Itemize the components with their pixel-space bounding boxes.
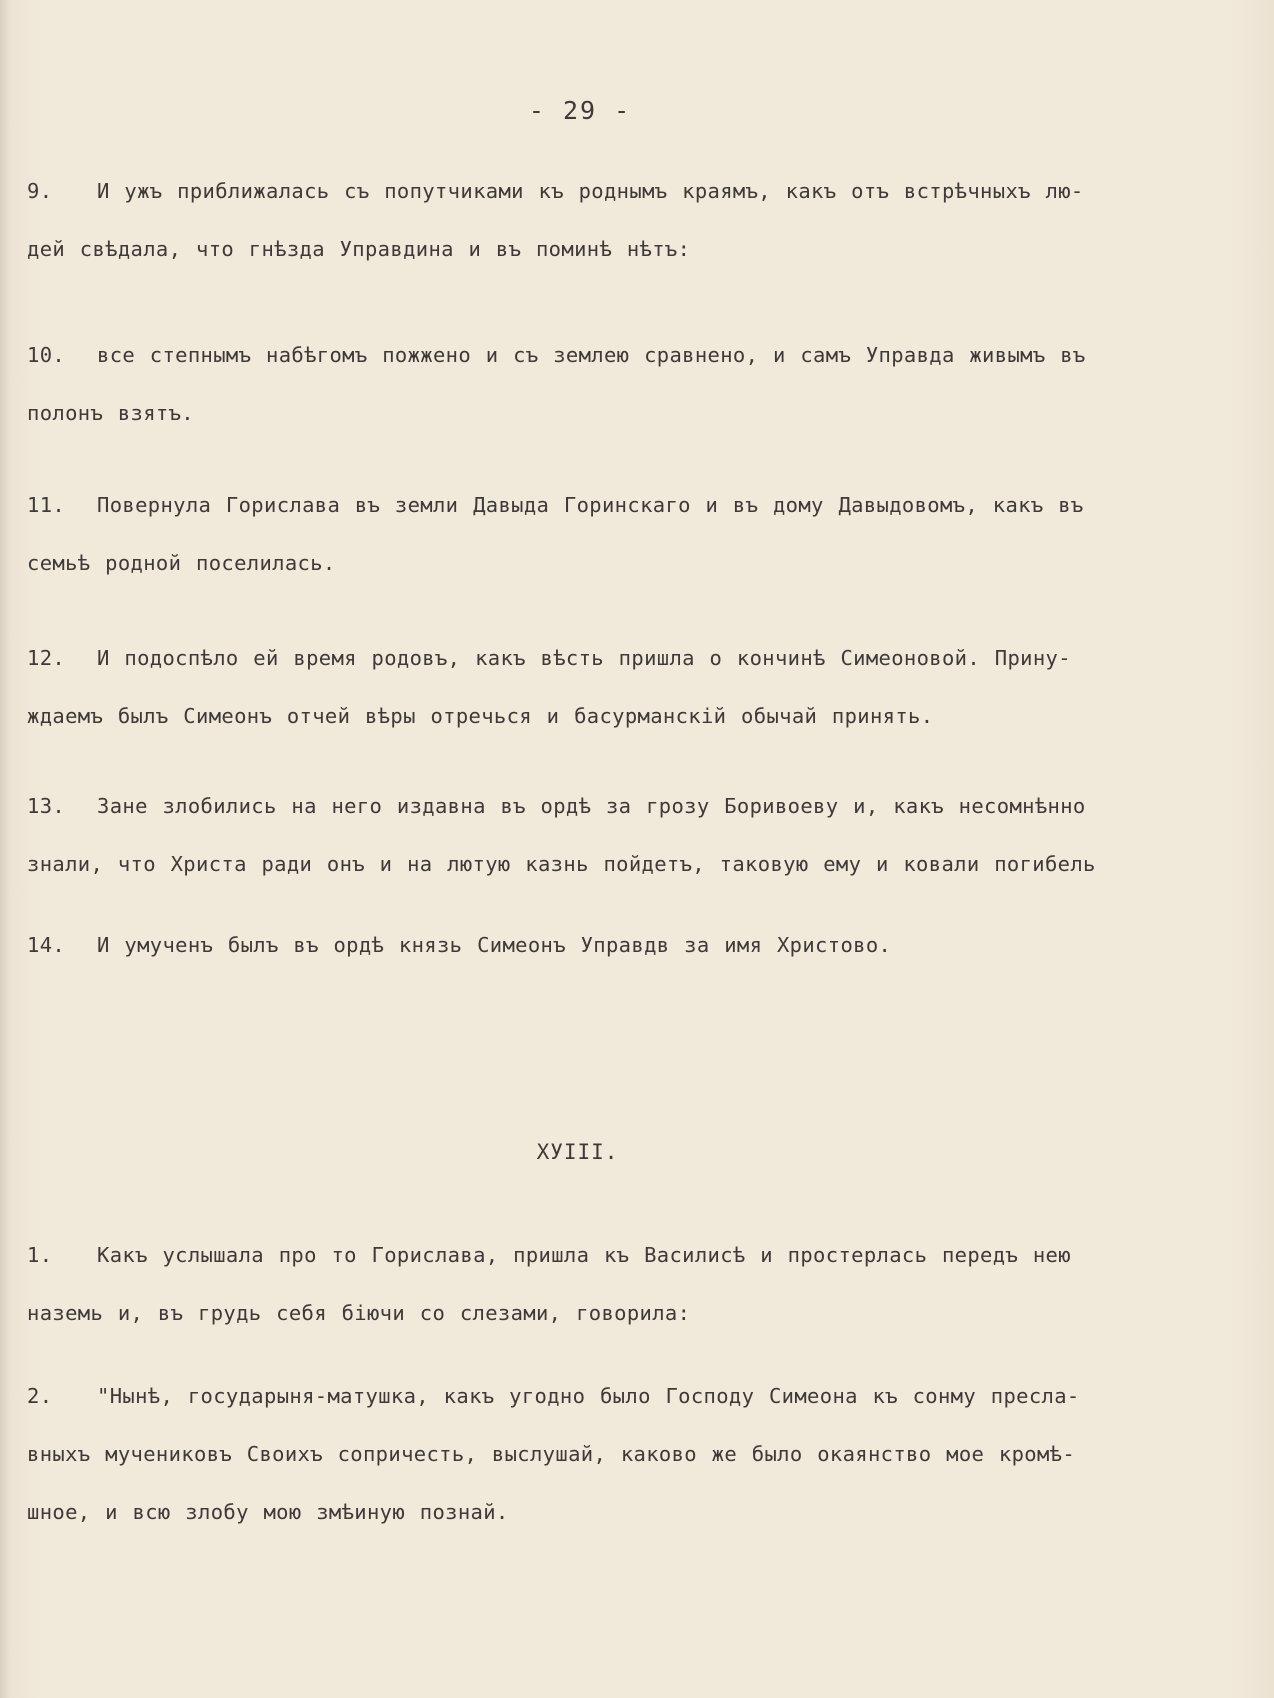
verse-number: 1.	[27, 1243, 53, 1267]
verse-2	[27, 1367, 1257, 1541]
verse-text-line: Какъ услышала про то Горислава, пришла къ Василисѣ и простерлась передъ нею	[97, 1243, 1071, 1267]
verse-number: 9.	[27, 179, 53, 203]
verse-text-line: наземь и, въ грудь себя біючи со слезами, говорила:	[27, 1301, 691, 1325]
verse-text-line: знали, что Христа ради онъ и на лютую казнь пойдетъ, таковую ему и ковали погибель	[27, 852, 1096, 876]
verse-text-line: ждаемъ былъ Симеонъ отчей вѣры отречься и басурманскій обычай принять.	[27, 704, 934, 728]
verse-text-line: Зане злобились на него издавна въ ордѣ за грозу Боривоеву и, какъ несомнѣнно	[97, 794, 1086, 818]
verse-text-line: И подоспѣло ей время родовъ, какъ вѣсть пришла о кончинѣ Симеоновой. Прину-	[97, 646, 1071, 670]
section-heading: ХУIII.	[536, 1140, 619, 1164]
verse-text-line: шное, и всю злобу мою змѣиную познай.	[27, 1500, 509, 1524]
verse-text-line: полонъ взятъ.	[27, 401, 194, 425]
verse-13	[27, 777, 1257, 893]
verse-text-line: вныхъ мучениковъ Своихъ сопричесть, выслушай, каково же было окаянство мое кромѣ-	[27, 1442, 1076, 1466]
verse-number: 14.	[27, 933, 66, 957]
verse-text-line: И умученъ былъ въ ордѣ князь Симеонъ Управдв за имя Христово.	[97, 933, 892, 957]
verse-text-line: Повернула Горислава въ земли Давыда Горинскаго и въ дому Давыдовомъ, какъ въ	[97, 493, 1084, 517]
verse-text-line: все степнымъ набѣгомъ пожжено и съ землею сравнено, и самъ Управда живымъ въ	[97, 343, 1086, 367]
verse-text-line: "Нынѣ, государыня-матушка, какъ угодно было Господу Симеона къ сонму пресла-	[97, 1384, 1080, 1408]
verse-11	[27, 476, 1257, 592]
verse-1	[27, 1226, 1257, 1342]
verse-10	[27, 326, 1257, 442]
verse-14	[27, 916, 1257, 974]
verse-number: 2.	[27, 1384, 53, 1408]
verse-number: 12.	[27, 646, 66, 670]
verse-12	[27, 629, 1257, 745]
verse-number: 13.	[27, 794, 66, 818]
verse-text-line: И ужъ приближалась съ попутчиками къ роднымъ краямъ, какъ отъ встрѣчныхъ лю-	[97, 179, 1084, 203]
verse-text-line: семьѣ родной поселилась.	[27, 551, 336, 575]
page-number: - 29 -	[528, 96, 632, 125]
verse-text-line: дей свѣдала, что гнѣзда Управдина и въ поминѣ нѣтъ:	[27, 237, 691, 261]
verse-number: 11.	[27, 493, 66, 517]
verse-9	[27, 162, 1257, 278]
verse-number: 10.	[27, 343, 66, 367]
